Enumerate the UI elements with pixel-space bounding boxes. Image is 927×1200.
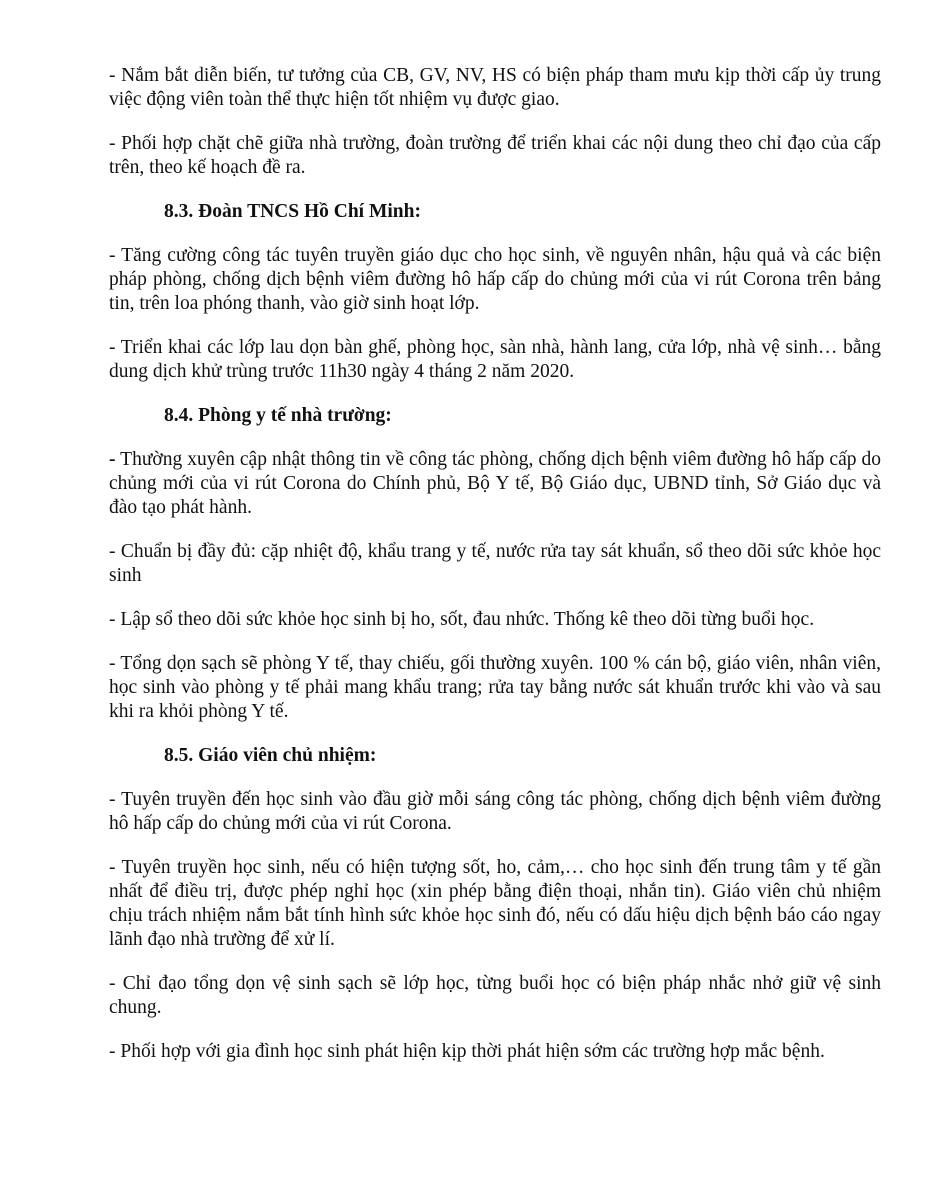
paragraph-text: Thường xuyên cập nhật thông tin về công tác phòng, chống dịch bệnh viêm đường hô hấp cấp do chủng mới của vi rút Corona do Chính phủ, Bộ Y tế, Bộ Giáo dục, UBND tỉnh, Sở Giáo dục và đào tạo phát hành. — [109, 449, 881, 518]
paragraph: - Lập sổ theo dõi sức khỏe học sinh bị ho, sốt, đau nhức. Thống kê theo dõi từng buổi học. — [109, 609, 815, 630]
paragraph: - Nắm bắt diễn biến, tư tưởng của CB, GV, NV, HS có biện pháp tham mưu kịp thời cấp ủy trung việc động viên toàn thể thực hiện tốt nhiệm vụ được giao. — [109, 65, 881, 110]
section-heading-8-3: 8.3. Đoàn TNCS Hồ Chí Minh: — [164, 201, 421, 222]
section-heading-8-4: 8.4. Phòng y tế nhà trường: — [164, 405, 392, 426]
paragraph: - Tuyên truyền học sinh, nếu có hiện tượng sốt, ho, cảm,… cho học sinh đến trung tâm y tế gần nhất để điều trị, được phép nghỉ học (xin phép bằng điện thoại, nhắn tin). Giáo viên chủ nhiệm chịu trách nhiệm nắm bắt tính hình sức khỏe học sinh đó, nếu có dấu hiệu dịch bệnh báo cáo ngay lãnh đạo nhà trường để xử lí. — [109, 857, 881, 950]
paragraph — [109, 448, 881, 520]
paragraph: - Tổng dọn sạch sẽ phòng Y tế, thay chiếu, gối thường xuyên. 100 % cán bộ, giáo viên, nhân viên, học sinh vào phòng y tế phải mang khẩu trang; rửa tay bằng nước sát khuẩn trước khi vào và sau khi ra khỏi phòng Y tế. — [109, 653, 881, 722]
paragraph: - Tăng cường công tác tuyên truyền giáo dục cho học sinh, về nguyên nhân, hậu quả và các biện pháp phòng, chống dịch bệnh viêm đường hô hấp cấp do chủng mới của vi rút Corona trên bảng tin, trên loa phóng thanh, vào giờ sinh hoạt lớp. — [109, 245, 881, 314]
paragraph: - Chỉ đạo tổng dọn vệ sinh sạch sẽ lớp học, từng buổi học có biện pháp nhắc nhở giữ vệ sinh chung. — [109, 973, 881, 1018]
paragraph: - Phối hợp chặt chẽ giữa nhà trường, đoàn trường để triển khai các nội dung theo chỉ đạo của cấp trên, theo kế hoạch đề ra. — [109, 133, 881, 178]
paragraph: - Chuẩn bị đầy đủ: cặp nhiệt độ, khẩu trang y tế, nước rửa tay sát khuẩn, sổ theo dõi sức khỏe học sinh — [109, 541, 881, 586]
paragraph: - Triển khai các lớp lau dọn bàn ghế, phòng học, sàn nhà, hành lang, cửa lớp, nhà vệ sinh… bằng dung dịch khử trùng trước 11h30 ngày 4 tháng 2 năm 2020. — [109, 337, 881, 382]
document-page — [109, 64, 881, 1084]
section-heading-8-5: 8.5. Giáo viên chủ nhiệm: — [164, 745, 377, 766]
bold-dash: - — [109, 449, 116, 470]
paragraph: - Tuyên truyền đến học sinh vào đầu giờ mỗi sáng công tác phòng, chống dịch bệnh viêm đường hô hấp cấp do chủng mới của vi rút Corona. — [109, 789, 881, 834]
paragraph: - Phối hợp với gia đình học sinh phát hiện kịp thời phát hiện sớm các trường hợp mắc bệnh. — [109, 1041, 825, 1062]
